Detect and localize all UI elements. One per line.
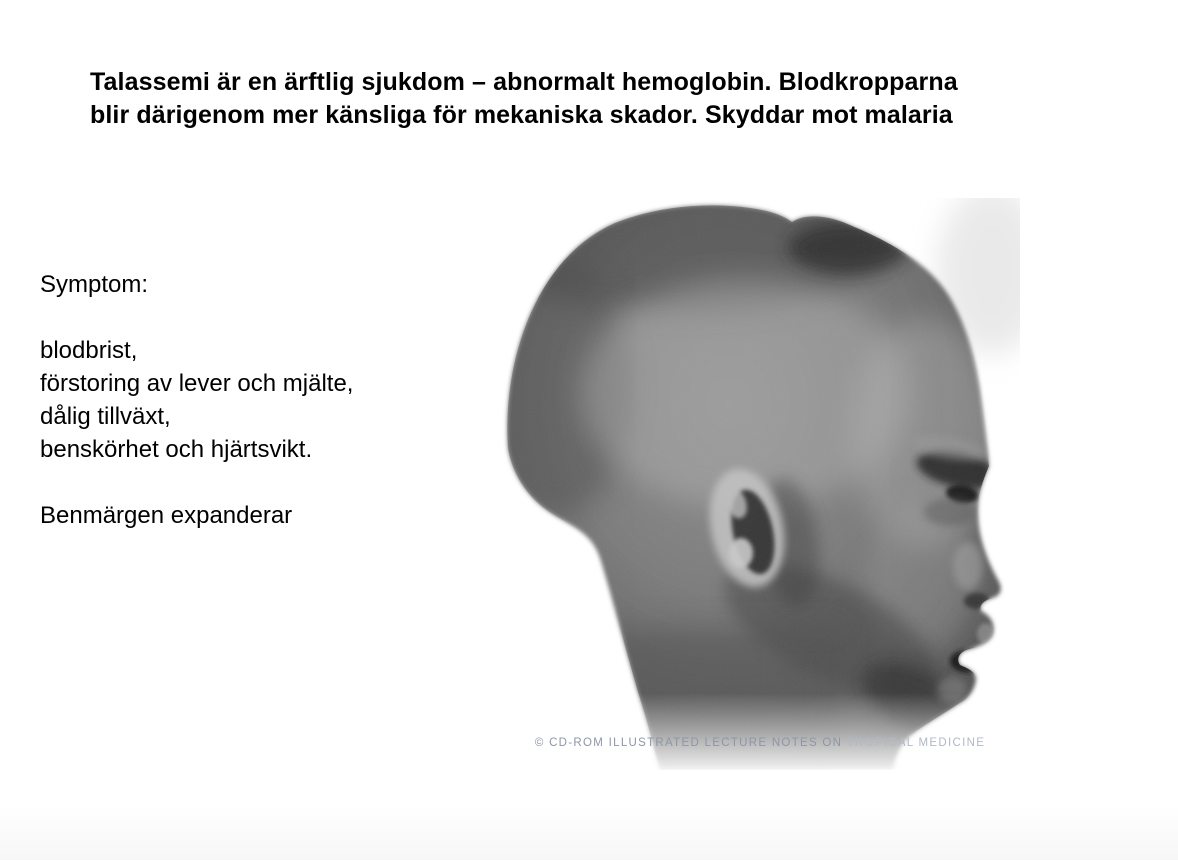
photo-caption: [500, 737, 1020, 749]
symptom-item: blodbrist,: [40, 337, 138, 364]
bottom-sheen: [0, 805, 1178, 860]
symptom-item: benskörhet och hjärtsvikt.: [40, 436, 313, 463]
photo-bottom-fade: [500, 693, 1020, 770]
slide-title-line-2: blir därigenom mer känsliga för mekaniska skador. Skyddar mot malaria: [90, 101, 953, 129]
caption-text: © CD-ROM ILLUSTRATED LECTURE NOTES ON: [534, 737, 847, 749]
blank-line: [40, 301, 353, 334]
blank-line: [40, 466, 353, 499]
slide-title: [90, 66, 958, 132]
caption-text-light: TROPICAL MEDICINE: [846, 737, 986, 749]
symptom-item: förstoring av lever och mjälte,: [40, 370, 354, 397]
symptom-item: dålig tillväxt,: [40, 403, 171, 430]
slide-title-line-1: Talassemi är en ärftlig sjukdom – abnormalt hemoglobin. Blodkropparna: [90, 68, 958, 96]
symptom-block: [40, 268, 353, 532]
thalassemia-child-photo-art: [500, 198, 1020, 770]
symptom-heading: Symptom:: [40, 271, 149, 298]
symptom-footer: Benmärgen expanderar: [40, 502, 293, 529]
clinical-photo: [500, 198, 1020, 770]
